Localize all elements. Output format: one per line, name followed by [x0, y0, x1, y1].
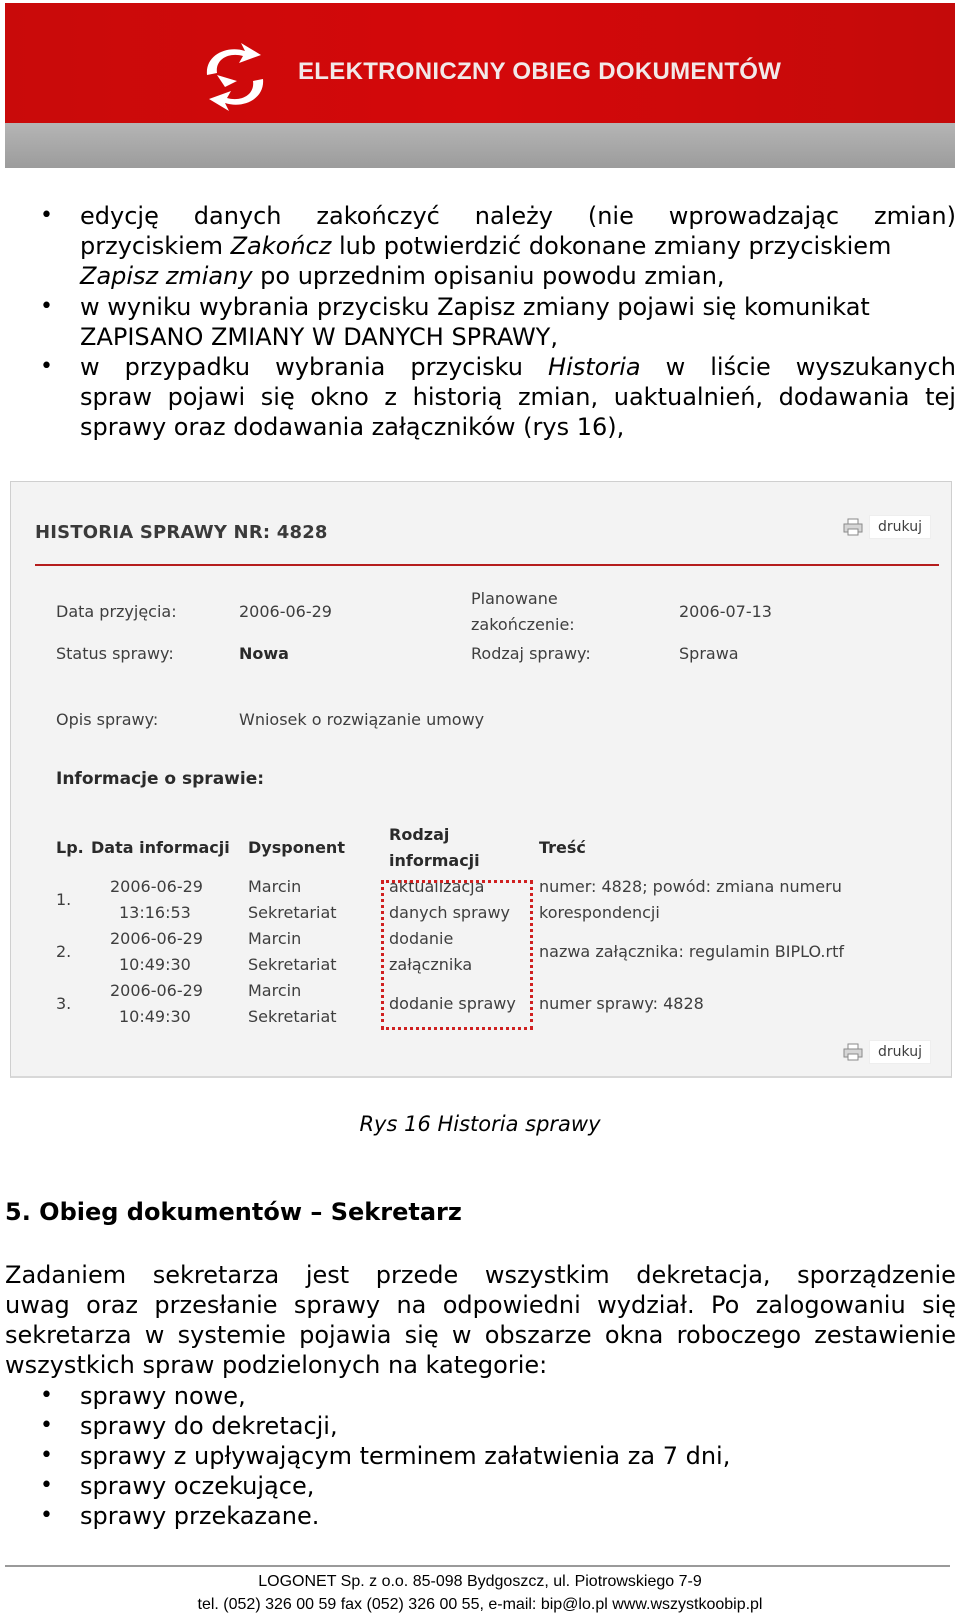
row-type: aktualizacja [389, 877, 485, 896]
category-item: sprawy oczekujące, [80, 1472, 315, 1500]
row-dysponent: Marcin [248, 929, 302, 948]
row-dysponent: Marcin [248, 877, 302, 896]
row-date: 2006-06-29 [110, 877, 203, 896]
section-paragraph-line-4: wszystkich spraw podzielonych na kategorie: [5, 1351, 548, 1379]
figure-caption: Rys 16 Historia sprawy [359, 1112, 601, 1136]
col-header: informacji [389, 851, 480, 870]
row-time: 13:16:53 [119, 903, 191, 922]
bullet-marker: • [40, 294, 53, 319]
printer-icon [843, 1043, 863, 1061]
field-label: zakończenie: [471, 615, 575, 634]
eod-logo-icon [195, 41, 275, 113]
row-date: 2006-06-29 [110, 981, 203, 1000]
row-content: numer sprawy: 4828 [539, 994, 704, 1013]
category-item: sprawy przekazane. [80, 1502, 320, 1530]
print-label: drukuj [869, 515, 931, 539]
footer-divider [5, 1565, 950, 1567]
field-value: 2006-07-13 [679, 602, 772, 621]
row-lp: 1. [56, 890, 72, 909]
bullet-3-line-2: spraw pojawi się okno z historią zmian, uaktualnień, dodawania tej [80, 383, 956, 411]
bullet-3-line-1: w przypadku wybrania przycisku Historia w liście wyszukanych [80, 353, 956, 381]
row-type: załącznika [389, 955, 473, 974]
field-value: Sprawa [679, 644, 739, 663]
bullet-3-line-3: sprawy oraz dodawania załączników (rys 16), [80, 413, 625, 441]
col-header: Data informacji [91, 838, 230, 857]
field-label: Planowane [471, 589, 558, 608]
category-item: sprawy do dekretacji, [80, 1412, 338, 1440]
row-dysponent: Sekretariat [248, 1007, 337, 1026]
info-section-heading: Informacje o sprawie: [56, 769, 265, 789]
field-value: 2006-06-29 [239, 602, 332, 621]
field-label: Data przyjęcia: [56, 602, 177, 621]
row-dysponent: Sekretariat [248, 955, 337, 974]
row-type: dodanie sprawy [389, 994, 516, 1013]
bullet-1-line-1: edycję danych zakończyć należy (nie wprowadzając zmian) [80, 202, 956, 230]
section-heading: 5. Obieg dokumentów – Sekretarz [5, 1198, 462, 1226]
bullet-marker: • [40, 1443, 53, 1468]
header-banner [5, 3, 955, 168]
row-time: 10:49:30 [119, 1007, 191, 1026]
type-column-highlight [381, 880, 533, 1030]
field-label: Status sprawy: [56, 644, 174, 663]
bullet-marker: • [40, 354, 53, 379]
col-header: Treść [539, 838, 586, 857]
bullet-1-line-2: przyciskiem Zakończ lub potwierdzić dokonane zmiany przyciskiem [80, 232, 892, 260]
row-type: dodanie [389, 929, 454, 948]
category-item: sprawy nowe, [80, 1382, 246, 1410]
row-lp: 3. [56, 994, 72, 1013]
bullet-2-line-1: w wyniku wybrania przycisku Zapisz zmiany pojawi się komunikat [80, 293, 870, 321]
status-value: Nowa [239, 644, 289, 663]
title-divider [35, 564, 939, 566]
bullet-2-line-2: ZAPISANO ZMIANY W DANYCH SPRAWY, [80, 323, 558, 351]
bullet-marker: • [40, 1413, 53, 1438]
bullet-1-line-3: Zapisz zmiany po uprzednim opisaniu powodu zmian, [80, 262, 725, 290]
row-content: numer: 4828; powód: zmiana numeru [539, 877, 842, 896]
print-button-bottom[interactable] [843, 1040, 931, 1064]
col-header: Rodzaj [389, 825, 450, 844]
print-label: drukuj [869, 1040, 931, 1064]
bullet-marker: • [40, 203, 53, 228]
bullet-marker: • [40, 1383, 53, 1408]
row-lp: 2. [56, 942, 72, 961]
row-content: nazwa załącznika: regulamin BIPLO.rtf [539, 942, 844, 961]
bullet-marker: • [40, 1473, 53, 1498]
col-header: Lp. [56, 838, 84, 857]
row-type: danych sprawy [389, 903, 511, 922]
footer-contact: tel. (052) 326 00 59 fax (052) 326 00 55, e-mail: bip@lo.pl www.wszystkoobip.pl [197, 1596, 763, 1613]
footer-address: LOGONET Sp. z o.o. 85-098 Bydgoszcz, ul. Piotrowskiego 7-9 [258, 1573, 702, 1590]
field-value: Wniosek o rozwiązanie umowy [239, 710, 485, 729]
bullet-marker: • [40, 1503, 53, 1528]
case-history-screenshot [10, 481, 952, 1078]
category-item: sprawy z upływającym terminem załatwienia za 7 dni, [80, 1442, 731, 1470]
row-time: 10:49:30 [119, 955, 191, 974]
section-paragraph-line-2: uwag oraz przesłanie sprawy na odpowiedni wydział. Po zalogowaniu się [5, 1291, 956, 1319]
field-label: Opis sprawy: [56, 710, 159, 729]
print-button-top[interactable] [843, 515, 931, 539]
banner-title: ELEKTRONICZNY OBIEG DOKUMENTÓW [298, 58, 782, 85]
section-paragraph-line-1: Zadaniem sekretarza jest przede wszystkim dekretacja, sporządzenie [5, 1261, 956, 1289]
row-content: korespondencji [539, 903, 660, 922]
row-dysponent: Sekretariat [248, 903, 337, 922]
case-history-title: HISTORIA SPRAWY NR: 4828 [35, 522, 328, 543]
row-date: 2006-06-29 [110, 929, 203, 948]
printer-icon [843, 518, 863, 536]
field-label: Rodzaj sprawy: [471, 644, 591, 663]
row-dysponent: Marcin [248, 981, 302, 1000]
col-header: Dysponent [248, 838, 345, 857]
banner-grey-band [5, 123, 955, 168]
section-paragraph-line-3: sekretarza w systemie pojawia się w obszarze okna roboczego zestawienie [5, 1321, 956, 1349]
